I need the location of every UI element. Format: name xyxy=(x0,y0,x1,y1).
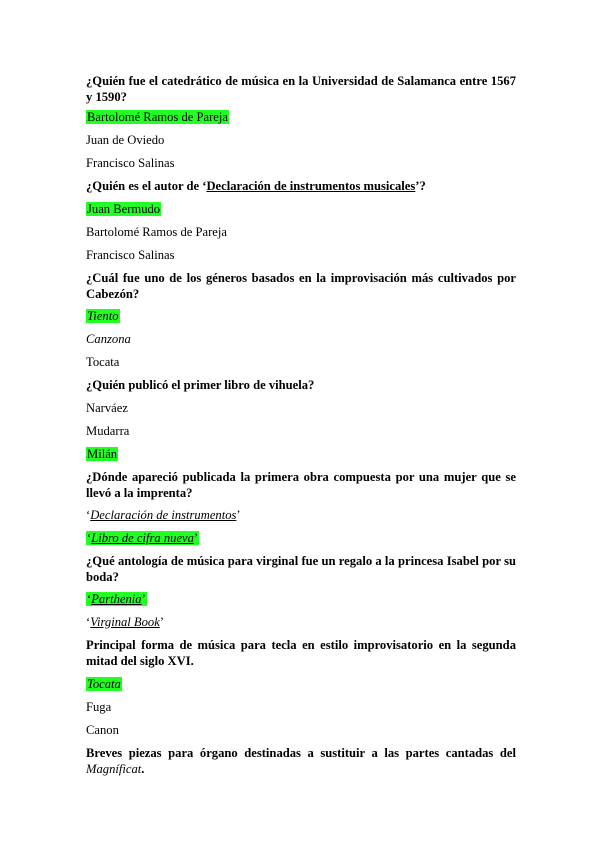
answer-4-option-1: Narváez xyxy=(86,401,128,415)
answer-3-option-3: Tocata xyxy=(86,355,120,369)
answer-3-option-1 xyxy=(86,308,120,324)
correct-answer-highlight: Milán xyxy=(87,447,118,461)
question-7: Principal forma de música para tecla en estilo improvisatorio en la segunda mitad del siglo XVI. xyxy=(86,638,516,668)
question-1: ¿Quién fue el catedrático de música en la Universidad de Salamanca entre 1567 y 1590? xyxy=(86,74,516,104)
answer-5-option-2 xyxy=(86,530,199,546)
answer-6-option-1 xyxy=(86,591,147,607)
answer-7-option-3: Canon xyxy=(86,723,119,737)
answer-1-option-3: Francisco Salinas xyxy=(86,156,175,170)
answer-3-option-2: Canzona xyxy=(86,332,131,346)
answer-1-option-2: Juan de Oviedo xyxy=(86,133,165,147)
question-8: Breves piezas para órgano destinadas a sustituir a las partes cantadas del Magníficat. xyxy=(86,746,516,776)
answer-7-option-1 xyxy=(86,676,122,692)
correct-answer-highlight: Bartolomé Ramos de Pareja xyxy=(87,110,228,124)
answer-2-option-1 xyxy=(86,201,161,217)
answer-1-option-1 xyxy=(86,109,229,125)
answer-2-option-2: Bartolomé Ramos de Pareja xyxy=(86,225,227,239)
question-4: ¿Quién publicó el primer libro de vihuela? xyxy=(86,378,315,392)
answer-5-option-1: ‘Declaración de instrumentos’ xyxy=(86,508,241,522)
question-2: ¿Quién es el autor de ‘Declaración de instrumentos musicales’? xyxy=(86,179,426,193)
correct-answer-highlight: Juan Bermudo xyxy=(87,202,161,216)
correct-answer-highlight: ‘Libro de cifra nueva’ xyxy=(87,531,199,545)
answer-4-option-2: Mudarra xyxy=(86,424,130,438)
question-6: ¿Qué antología de música para virginal fue un regalo a la princesa Isabel por su boda? xyxy=(86,554,516,584)
correct-answer-highlight: Tiento xyxy=(87,309,119,323)
answer-2-option-3: Francisco Salinas xyxy=(86,248,175,262)
correct-answer-highlight: Tocata xyxy=(87,677,121,691)
question-2-title: Declaración de instrumentos musicales xyxy=(206,179,416,193)
correct-answer-highlight: ‘Parthenia’ xyxy=(87,592,146,606)
question-5: ¿Dónde apareció publicada la primera obra compuesta por una mujer que se llevó a la imprenta? xyxy=(86,470,516,500)
question-3: ¿Cuál fue uno de los géneros basados en la improvisación más cultivados por Cabezón? xyxy=(86,271,516,301)
answer-7-option-2: Fuga xyxy=(86,700,112,714)
answer-4-option-3 xyxy=(86,446,118,462)
answer-6-option-2: ‘Virginal Book’ xyxy=(86,615,165,629)
question-8-title: Magníficat xyxy=(86,762,142,776)
